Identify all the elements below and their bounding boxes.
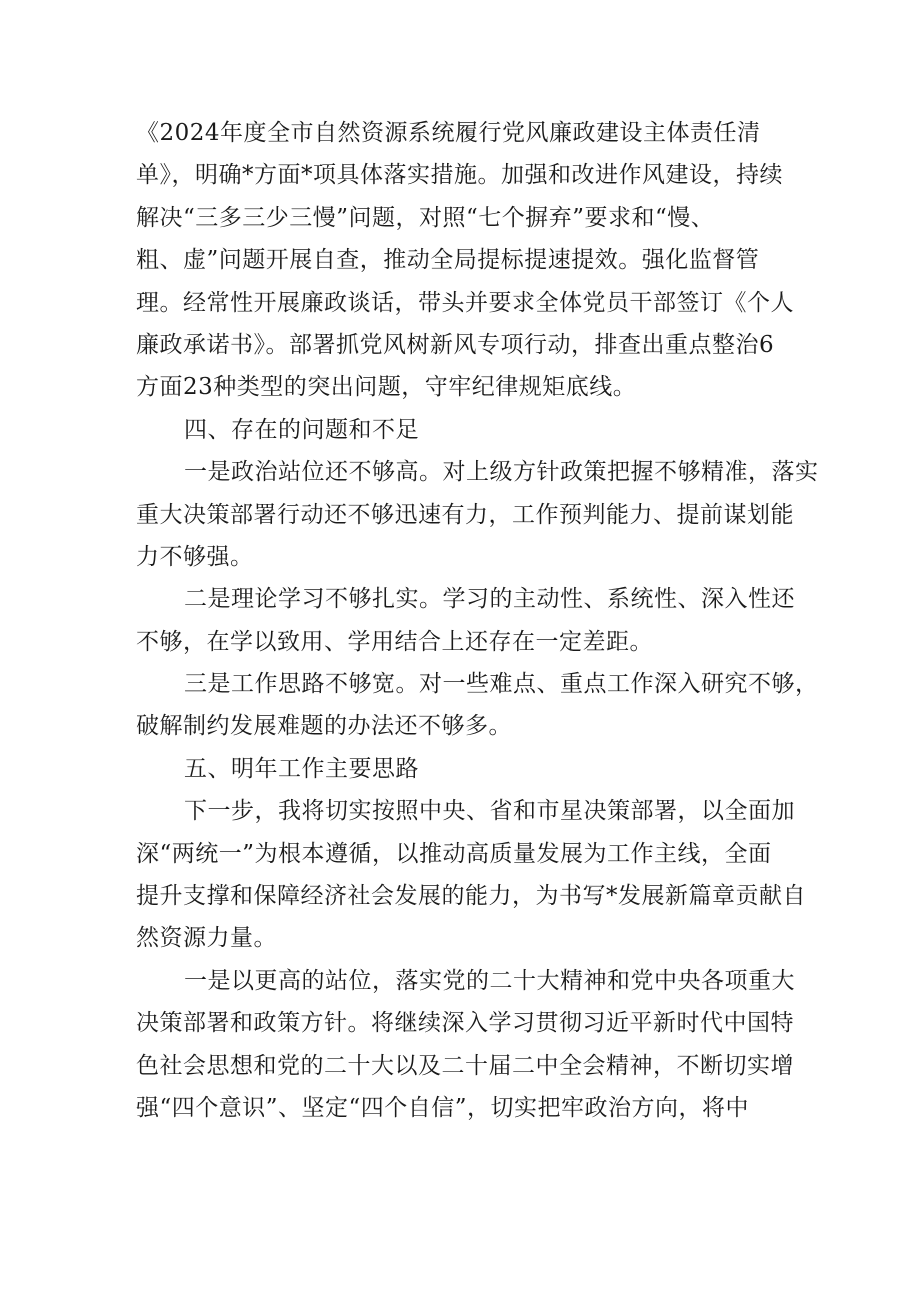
text-line: 一是以更高的站位，落实党的二十大精神和党中央各项重大: [184, 967, 795, 994]
paragraph-plan-1: [136, 960, 796, 1130]
text-line: 破解制约发展难题的办法还不够多。: [136, 713, 512, 740]
text-line: 单》，明确*方面*项具体落实措施。加强和改进作风建设，持续: [136, 162, 783, 189]
text-line: 方面23种类型的突出问题，守牢纪律规矩底线。: [136, 374, 637, 401]
text-line: 《2024年度全市自然资源系统履行党风廉政建设主体责任清: [136, 120, 761, 146]
text-line: 粗、虚”问题开展自查，推动全局提标提速提效。强化监督管: [136, 247, 760, 274]
paragraph-problem-1: [136, 451, 819, 578]
text-line: 三是工作思路不够宽。对一些难点、重点工作深入研究不够，: [184, 671, 819, 698]
text-line: 不够，在学以致用、学用结合上还存在一定差距。: [136, 628, 653, 655]
text-line: 重大决策部署行动还不够迅速有力，工作预判能力、提前谋划能: [136, 501, 794, 528]
text-line: 深“两统一”为根本遵循，以推动高质量发展为工作主线，全面: [136, 840, 772, 867]
text-line: 力不够强。: [136, 543, 254, 570]
text-line: 然资源力量。: [136, 925, 277, 952]
section-heading-problems: 四、存在的问题和不足: [184, 416, 419, 443]
text-line: 解决“三多三少三慢”问题，对照“七个摒弃”要求和“慢、: [136, 204, 715, 231]
text-line: 理。经常性开展廉政谈话，带头并要求全体党员干部签订《个人: [136, 289, 794, 316]
paragraph-section3-tail: [136, 112, 796, 409]
text-line: 提升支撑和保障经济社会发展的能力，为书写*发展新篇章贡献自: [136, 883, 806, 910]
text-line: 下一步，我将切实按照中央、省和市星决策部署，以全面加: [184, 798, 795, 825]
paragraph-problem-3: [136, 663, 819, 748]
text-line: 廉政承诺书》。部署抓党风树新风专项行动，排查出重点整治6: [136, 331, 775, 358]
text-line: 二是理论学习不够扎实。学习的主动性、系统性、深入性还: [184, 586, 795, 613]
text-line: 强“四个意识”、坚定“四个自信”，切实把牢政治方向，将中: [136, 1094, 750, 1121]
text-line: 决策部署和政策方针。将继续深入学习贯彻习近平新时代中国特: [136, 1010, 794, 1037]
text-line: 色社会思想和党的二十大以及二十届二中全会精神，不断切实增: [136, 1052, 794, 1079]
document-body: [136, 112, 819, 1129]
section-heading-next-year: 五、明年工作主要思路: [184, 755, 419, 782]
paragraph-next-step: [136, 790, 806, 960]
text-line: 一是政治站位还不够高。对上级方针政策把握不够精准，落实: [184, 459, 819, 486]
paragraph-problem-2: [136, 578, 796, 663]
